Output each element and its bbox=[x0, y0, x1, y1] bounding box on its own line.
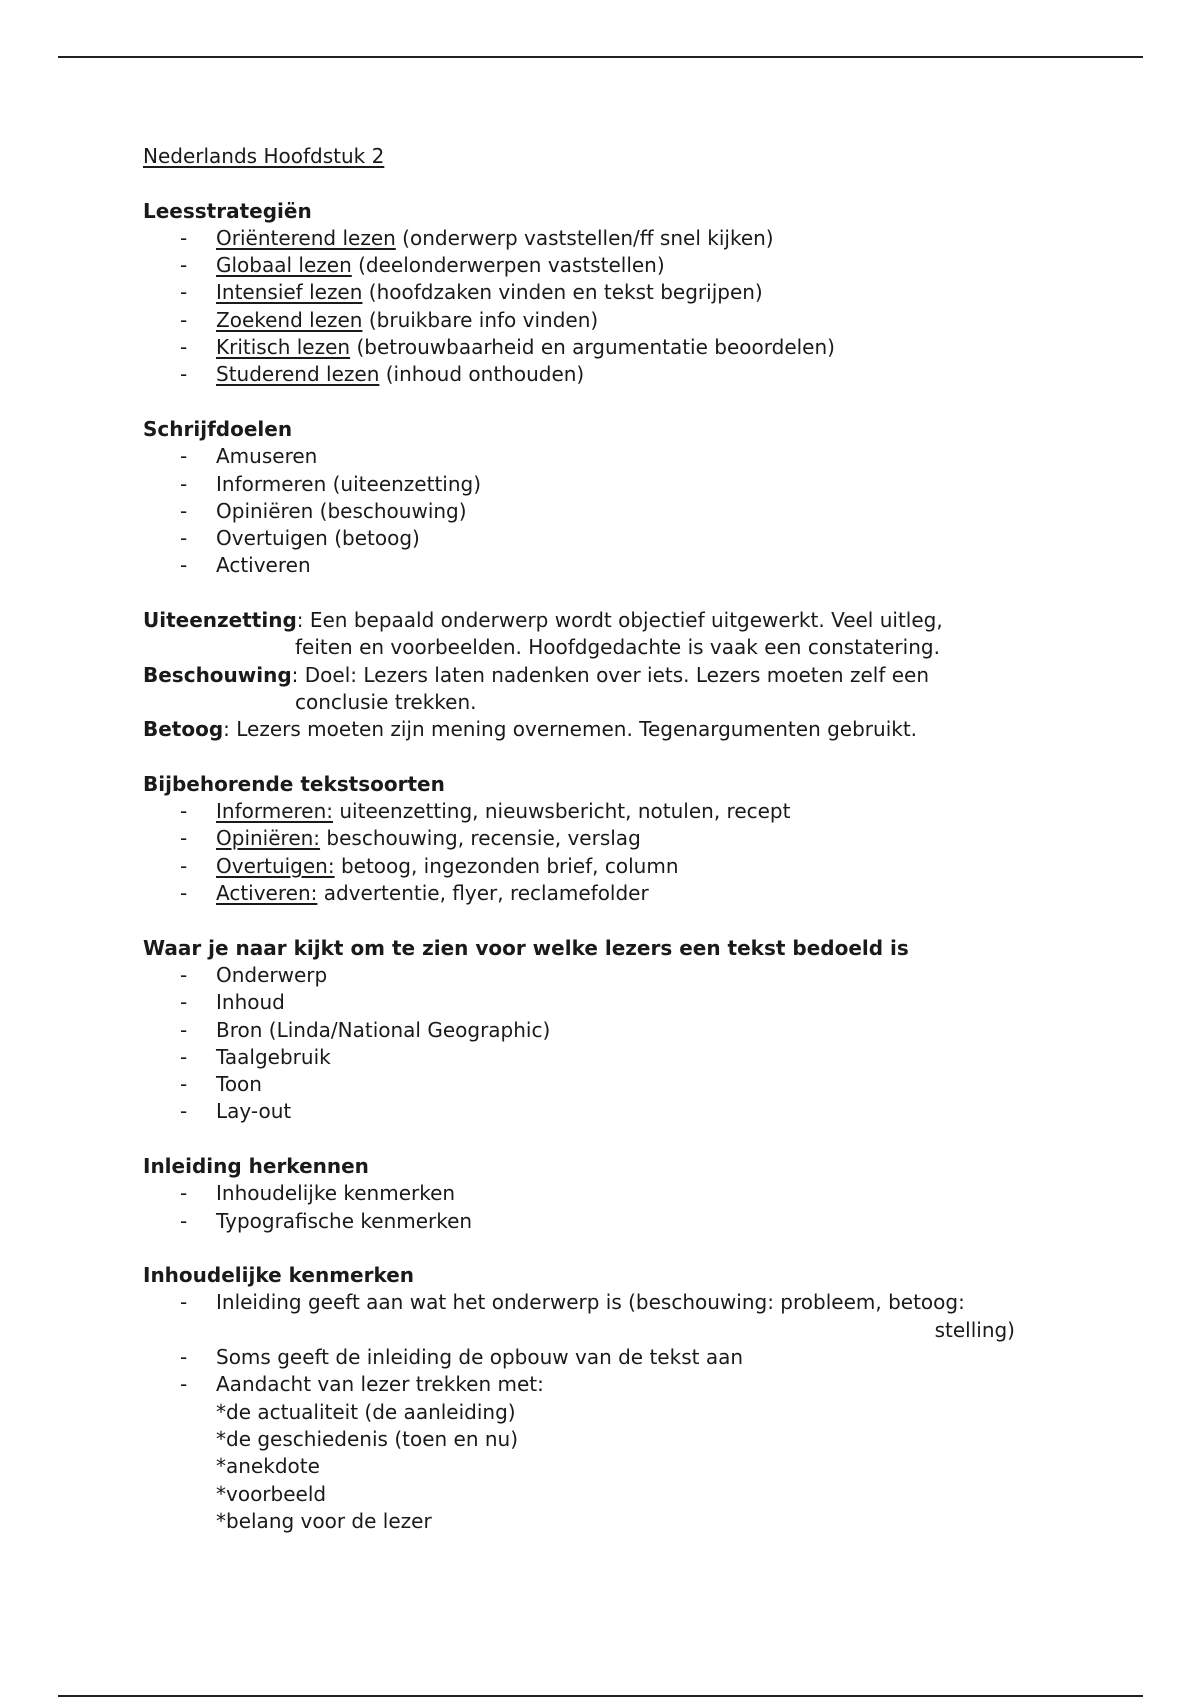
heading-inhoudelijk: Inhoudelijke kenmerken bbox=[143, 1263, 415, 1288]
heading-doelgroep: Waar je naar kijkt om te zien voor welke lezers een tekst bedoeld is bbox=[143, 935, 909, 960]
list-doelgroep bbox=[143, 962, 1103, 1126]
list-item: - Aandacht van lezer trekken met: bbox=[180, 1372, 544, 1397]
list-item: - Zoekend lezen (bruikbare info vinden) bbox=[180, 307, 599, 332]
list-inhoudelijk bbox=[143, 1289, 1103, 1398]
page-content bbox=[143, 143, 1103, 1535]
sub-item: *voorbeeld bbox=[216, 1481, 327, 1506]
list-item: - Informeren (uiteenzetting) bbox=[180, 471, 482, 496]
bottom-rule bbox=[58, 1695, 1143, 1697]
list-item: - Toon bbox=[180, 1072, 262, 1097]
sub-item: *belang voor de lezer bbox=[216, 1508, 432, 1533]
list-item: - Taalgebruik bbox=[180, 1044, 331, 1069]
list-item: - Activeren: advertentie, flyer, reclamefolder bbox=[180, 881, 649, 906]
list-item: - Inhoudelijke kenmerken bbox=[180, 1181, 456, 1206]
list-item: - Oriënterend lezen (onderwerp vaststellen/ff snel kijken) bbox=[180, 225, 774, 250]
list-inleiding bbox=[143, 1180, 1103, 1235]
list-item: - Soms geeft de inleiding de opbouw van de tekst aan bbox=[180, 1345, 744, 1370]
top-rule bbox=[58, 56, 1143, 58]
list-item: - Opiniëren: beschouwing, recensie, verslag bbox=[180, 826, 641, 851]
list-item: - Typografische kenmerken bbox=[180, 1208, 473, 1233]
definition-beschouwing: Beschouwing: Doel: Lezers laten nadenken over iets. Lezers moeten zelf een conclusie trekken. bbox=[143, 662, 930, 714]
list-schrijfdoelen bbox=[143, 443, 1103, 579]
list-item: - Informeren: uiteenzetting, nieuwsbericht, notulen, recept bbox=[180, 799, 791, 824]
list-item: - Lay-out bbox=[180, 1099, 292, 1124]
list-item: - Globaal lezen (deelonderwerpen vaststellen) bbox=[180, 253, 665, 278]
heading-leesstrategieen: Leesstrategiën bbox=[143, 198, 312, 223]
list-item: - Overtuigen (betoog) bbox=[180, 526, 420, 551]
definition-betoog: Betoog: Lezers moeten zijn mening overnemen. Tegenargumenten gebruikt. bbox=[143, 717, 918, 742]
list-item: - Amuseren bbox=[180, 444, 318, 469]
sub-item: *anekdote bbox=[216, 1454, 320, 1479]
list-item: - Activeren bbox=[180, 553, 311, 578]
sub-item: *de actualiteit (de aanleiding) bbox=[216, 1399, 516, 1424]
list-item: - Opiniëren (beschouwing) bbox=[180, 498, 467, 523]
list-tekstsoorten bbox=[143, 798, 1103, 907]
list-item: - Bron (Linda/National Geographic) bbox=[180, 1017, 551, 1042]
list-item: - Inleiding geeft aan wat het onderwerp is (beschouwing: probleem, betoog: stelling) bbox=[180, 1290, 1015, 1342]
list-item: - Kritisch lezen (betrouwbaarheid en argumentatie beoordelen) bbox=[180, 335, 835, 360]
heading-schrijfdoelen: Schrijfdoelen bbox=[143, 416, 293, 441]
list-leesstrategieen bbox=[143, 225, 1103, 389]
list-item: - Intensief lezen (hoofdzaken vinden en tekst begrijpen) bbox=[180, 280, 763, 305]
list-item: - Inhoud bbox=[180, 990, 285, 1015]
list-item: - Studerend lezen (inhoud onthouden) bbox=[180, 362, 585, 387]
definition-uiteenzetting: Uiteenzetting: Een bepaald onderwerp wordt objectief uitgewerkt. Veel uitleg, feiten en voorbeelden. Hoofdgedachte is vaak een constatering. bbox=[143, 608, 943, 660]
list-item: - Onderwerp bbox=[180, 962, 328, 987]
heading-tekstsoorten: Bijbehorende tekstsoorten bbox=[143, 771, 445, 796]
list-item: - Overtuigen: betoog, ingezonden brief, column bbox=[180, 853, 679, 878]
heading-inleiding: Inleiding herkennen bbox=[143, 1153, 369, 1178]
sub-item: *de geschiedenis (toen en nu) bbox=[216, 1426, 519, 1451]
document-title: Nederlands Hoofdstuk 2 bbox=[143, 144, 385, 168]
